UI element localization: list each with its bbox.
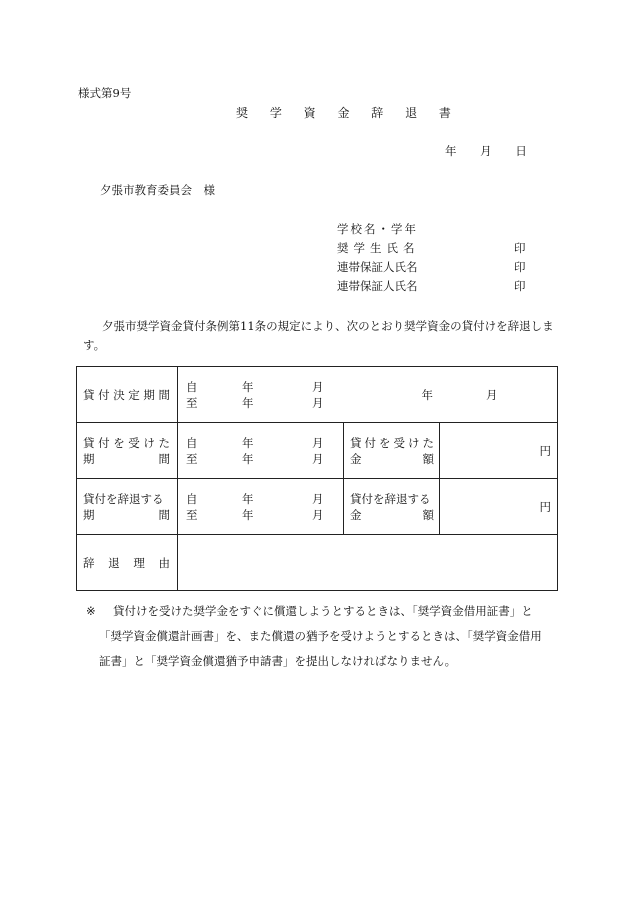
body-paragraph: 夕張市奨学資金貸付条例第11条の規定により、次のとおり奨学資金の貸付けを辞退します。 (83, 319, 554, 352)
reason-field[interactable] (178, 535, 558, 591)
received-period-dates[interactable]: 自 年 月 至 年 月 (178, 423, 344, 479)
note-line-3: 証書」と「奨学資金償還猶予申請書」を提出しなければなりません。 (99, 654, 457, 668)
date-day-label: 日 (515, 144, 527, 158)
document-title: 奨 学 資 金 辞 退 書 (236, 106, 460, 120)
loan-details-table (76, 366, 558, 591)
note-line-1: 貸付けを受けた奨学金をすぐに償還しようとするときは、「奨学資金借用証書」と (113, 604, 533, 618)
date-line (445, 143, 527, 159)
addressee: 夕張市教育委員会 様 (100, 183, 215, 197)
student-seal: 印 (514, 241, 526, 255)
received-amount-field[interactable]: 円 (440, 423, 558, 479)
date-year-label: 年 (445, 144, 457, 158)
note-block (86, 599, 561, 674)
withdraw-amount-label: 貸付を辞退する 金 額 (344, 479, 440, 535)
decision-period-row (77, 367, 558, 423)
withdraw-period-dates[interactable]: 自 年 月 至 年 月 (178, 479, 344, 535)
withdraw-row (77, 479, 558, 535)
withdraw-amount-field[interactable]: 円 (440, 479, 558, 535)
decision-period-dates[interactable]: 自 年 月 至 年 月 (178, 367, 344, 423)
withdraw-period-label: 貸付を辞退する 期 間 (77, 479, 178, 535)
received-amount-label: 貸付を受けた 金 額 (344, 423, 440, 479)
received-row (77, 423, 558, 479)
decision-period-months[interactable]: 年 月 (344, 367, 558, 423)
guarantor1-name-label: 連帯保証人氏名 (337, 260, 418, 274)
reason-row (77, 535, 558, 591)
student-name-label: 奨学生氏名 (337, 241, 420, 255)
decision-period-label: 貸 付 決 定 期 間 (77, 367, 178, 423)
reason-label: 辞 退 理 由 (77, 535, 178, 591)
guarantor2-seal: 印 (514, 279, 526, 293)
date-month-label: 月 (480, 144, 492, 158)
note-line-2: 「奨学資金償還計画書」を、また償還の猶予を受けようとするときは、「奨学資金借用 (99, 629, 542, 643)
note-mark: ※ (86, 604, 96, 618)
school-grade-label: 学校名・学年 (337, 222, 418, 236)
received-period-label: 貸 付 を 受 け た 期 間 (77, 423, 178, 479)
guarantor2-name-label: 連帯保証人氏名 (337, 279, 418, 293)
guarantor1-seal: 印 (514, 260, 526, 274)
form-number: 様式第9号 (78, 86, 132, 100)
